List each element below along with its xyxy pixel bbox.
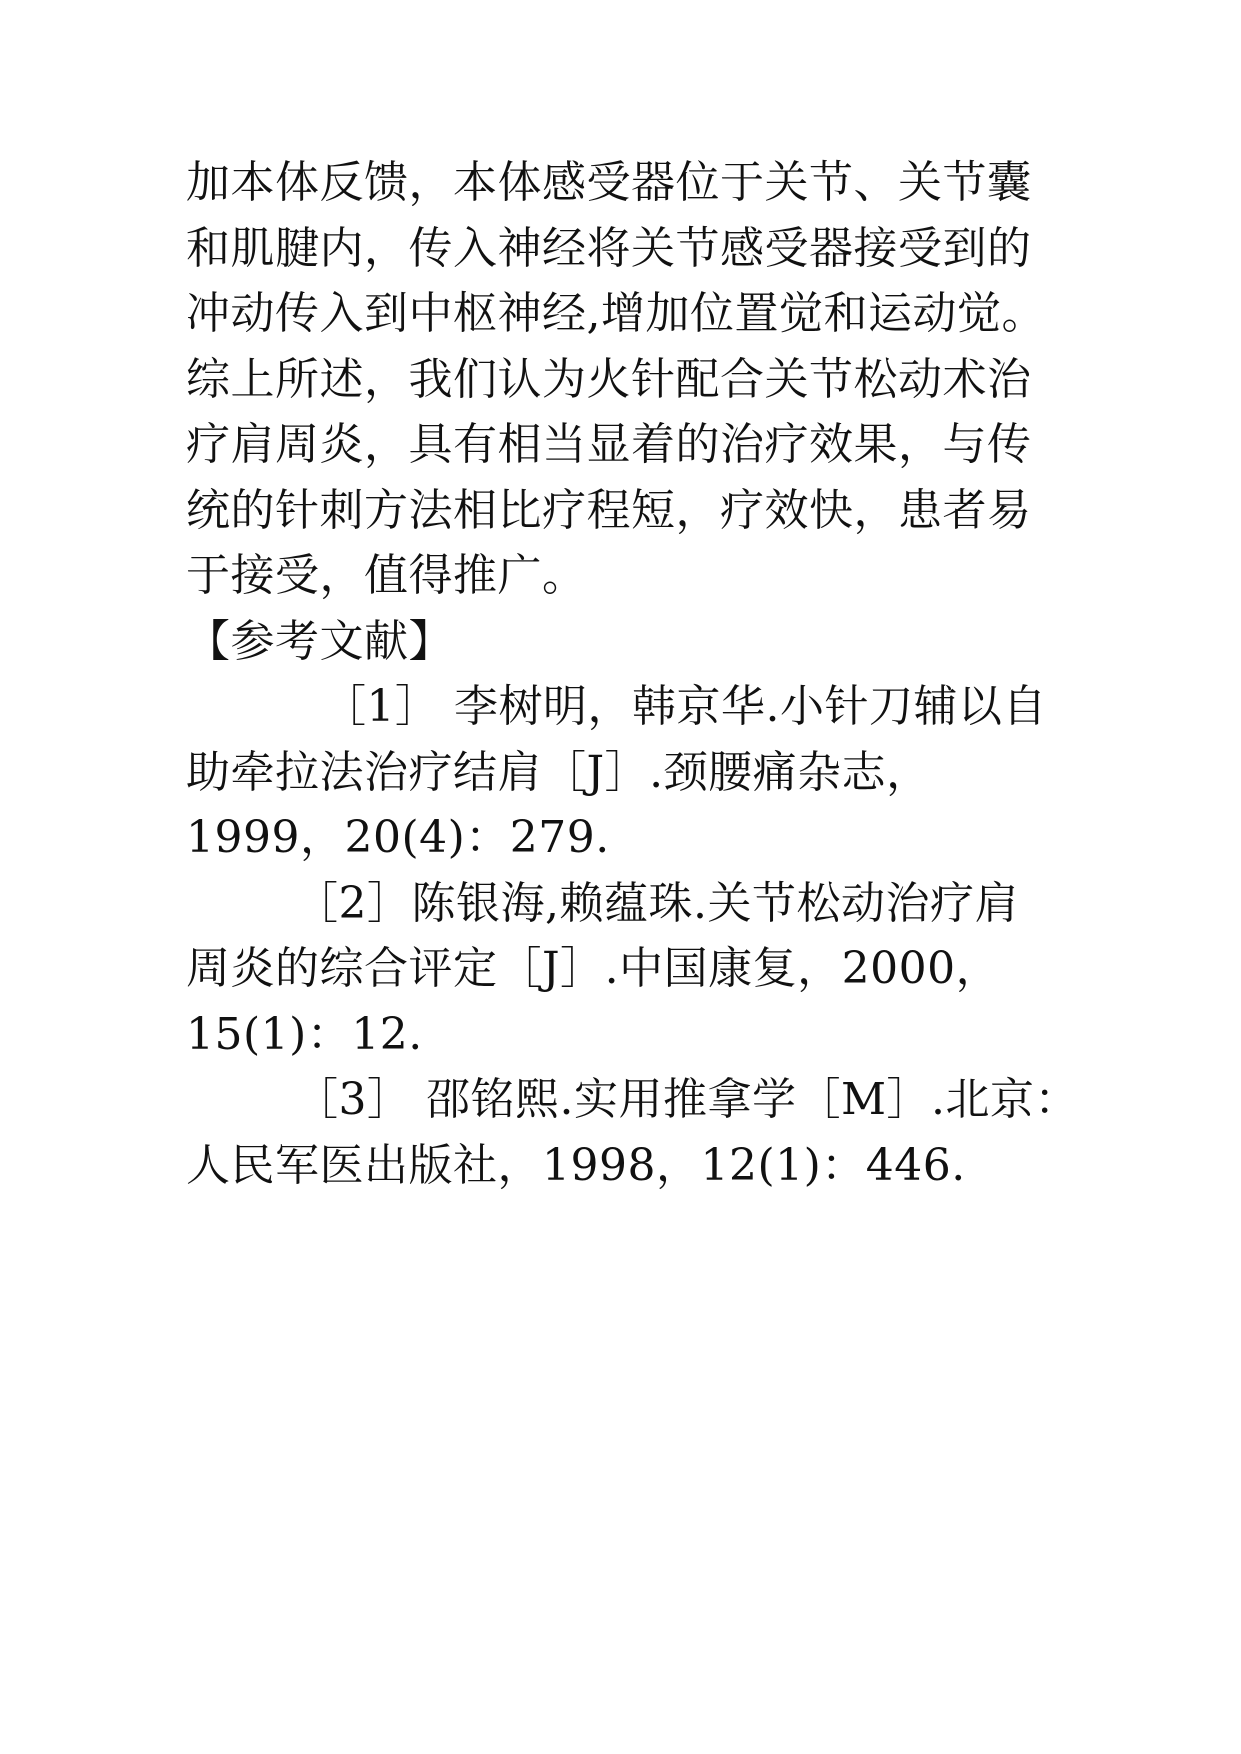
reference-item-3 — [186, 1067, 1206, 1198]
document-text — [186, 150, 1206, 1198]
paragraph-line: 疗肩周炎，具有相当显着的治疗效果，与传 — [186, 419, 1032, 470]
reference-line: 人民军医出版社，1998，12(1)：446. — [186, 1139, 966, 1191]
references-heading: 【参考文献】 — [186, 615, 453, 667]
reference-item-1 — [186, 674, 1206, 871]
body-paragraph — [186, 150, 1206, 609]
reference-line: 15(1)：12. — [186, 1008, 423, 1060]
reference-line: 助牵拉法治疗结肩［J］.颈腰痛杂志， — [186, 746, 931, 798]
reference-line: ［3］ 邵铭熙.实用推拿学［M］.北京： — [294, 1074, 1080, 1125]
paragraph-line: 加本体反馈，本体感受器位于关节、关节囊 — [186, 157, 1032, 208]
paragraph-line: 于接受，值得推广。 — [186, 550, 587, 601]
reference-line: 1999，20(4)：279. — [186, 812, 610, 863]
reference-item-2 — [186, 871, 1206, 1068]
reference-line: ［2］陈银海,赖蕴珠.关节松动治疗肩 — [294, 877, 1019, 929]
reference-line: ［1］ 李树明，韩京华.小针刀辅以自 — [322, 681, 1047, 732]
paragraph-line: 冲动传入到中枢神经,增加位置觉和运动觉。 — [186, 288, 1046, 339]
paragraph-line: 和肌腱内，传入神经将关节感受器接受到的 — [186, 222, 1032, 274]
reference-line: 周炎的综合评定［J］.中国康复，2000， — [186, 943, 1001, 994]
paragraph-line: 综上所述，我们认为火针配合关节松动术治 — [186, 353, 1032, 405]
paragraph-line: 统的针刺方法相比疗程短，疗效快，患者易 — [186, 484, 1032, 536]
